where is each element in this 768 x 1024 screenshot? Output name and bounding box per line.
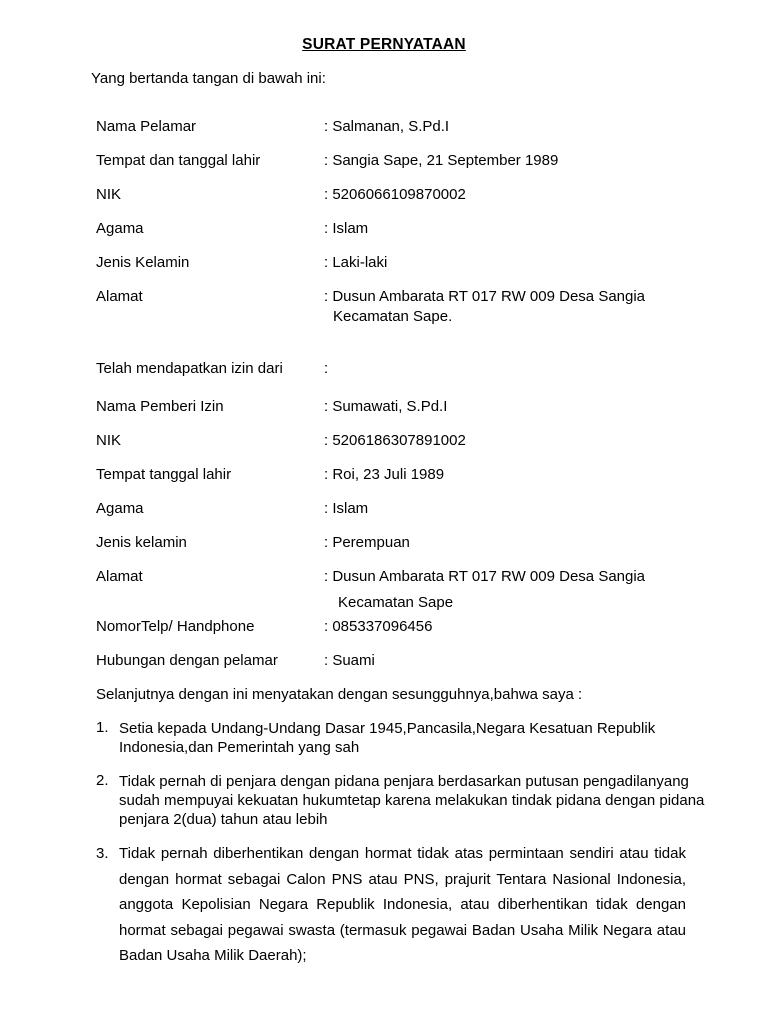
- field-row-jenis-kelamin: [96, 254, 736, 274]
- field-label: Jenis Kelamin: [96, 254, 190, 271]
- field-label: Nama Pemberi Izin: [96, 398, 224, 415]
- field-value: : Suami: [324, 652, 375, 669]
- field-value: : Dusun Ambarata RT 017 RW 009 Desa Sangia: [324, 288, 646, 305]
- field-label: Tempat dan tanggal lahir: [96, 152, 261, 169]
- field-value: :: [324, 360, 329, 377]
- list-item: [96, 719, 736, 759]
- field-value: : Salmanan, S.Pd.I: [324, 118, 450, 135]
- field-row-agama: [96, 220, 736, 240]
- field-label: Telah mendapatkan izin dari: [96, 360, 283, 377]
- field-row-nama-pelamar: [96, 118, 736, 138]
- field-value: : Sumawati, S.Pd.I: [324, 398, 448, 415]
- field-value: : Dusun Ambarata RT 017 RW 009 Desa Sangia: [324, 568, 646, 585]
- field-label: Tempat tanggal lahir: [96, 466, 232, 483]
- list-text: Tidak pernah di penjara dengan pidana penjara berdasarkan putusan pengadilanyang sudah mempuyai kekuatan hukumtetap karena melakukan tindak pidana dengan pidana penjara 2(dua) tahun atau lebih: [119, 773, 705, 828]
- list-number: 1.: [96, 719, 109, 736]
- field-label: NomorTelp/ Handphone: [96, 618, 255, 635]
- field-row-nik: [96, 432, 736, 452]
- list-text: Setia kepada Undang-Undang Dasar 1945,Pancasila,Negara Kesatuan Republik Indonesia,dan Pemerintah yang sah: [119, 720, 656, 756]
- field-row-nomor-telp: [96, 618, 736, 638]
- field-label: Hubungan dengan pelamar: [96, 652, 278, 669]
- field-label: NIK: [96, 432, 122, 449]
- field-value: : 085337096456: [324, 618, 433, 635]
- statement-intro: Selanjutnya dengan ini menyatakan dengan sesungguhnya,bahwa saya :: [96, 686, 583, 703]
- field-row-tempat-tanggal-lahir: [96, 152, 736, 172]
- list-item: [96, 772, 736, 832]
- document-title: SURAT PERNYATAAN: [302, 36, 466, 53]
- field-value-continuation: Kecamatan Sape.: [333, 308, 453, 325]
- field-value: : Roi, 23 Juli 1989: [324, 466, 445, 483]
- field-value: : Islam: [324, 500, 369, 517]
- field-label: Alamat: [96, 288, 143, 305]
- intro-text: Yang bertanda tangan di bawah ini:: [91, 70, 326, 87]
- field-label: Nama Pelamar: [96, 118, 197, 135]
- field-row-alamat: [96, 288, 736, 325]
- field-row-hubungan: [96, 652, 736, 672]
- field-value: : 5206186307891002: [324, 432, 466, 449]
- field-row-tempat-tanggal-lahir: [96, 466, 736, 486]
- field-label: NIK: [96, 186, 122, 203]
- field-row-nik: [96, 186, 736, 206]
- field-label: Agama: [96, 500, 144, 517]
- field-value: : Islam: [324, 220, 369, 237]
- list-item: [96, 841, 736, 971]
- field-value: : Laki-laki: [324, 254, 388, 271]
- field-value: : Perempuan: [324, 534, 410, 551]
- field-row-agama: [96, 500, 736, 520]
- field-row-jenis-kelamin: [96, 534, 736, 554]
- field-value: : 5206066109870002: [324, 186, 466, 203]
- field-row-nama-pemberi-izin: [96, 398, 736, 418]
- field-value: : Sangia Sape, 21 September 1989: [324, 152, 559, 169]
- field-label: Agama: [96, 220, 144, 237]
- field-label: Jenis kelamin: [96, 534, 187, 551]
- permission-heading: [96, 360, 736, 380]
- field-label: Alamat: [96, 568, 143, 585]
- list-text: Tidak pernah diberhentikan dengan hormat tidak atas permintaan sendiri atau tidak dengan hormat sebagai Calon PNS atau PNS, prajurit Tentara Nasional Indonesia, anggota Kepolisian Negara Republik Indonesia, atau diberhentikan tidak dengan hormat sebagai pegawai swasta (termasuk pegawai Badan Usaha Milik Negara atau Badan Usaha Milik Daerah);: [119, 845, 686, 964]
- list-number: 3.: [96, 845, 109, 862]
- list-number: 2.: [96, 772, 109, 789]
- field-row-alamat: [96, 568, 736, 611]
- field-value-continuation: Kecamatan Sape: [338, 594, 454, 611]
